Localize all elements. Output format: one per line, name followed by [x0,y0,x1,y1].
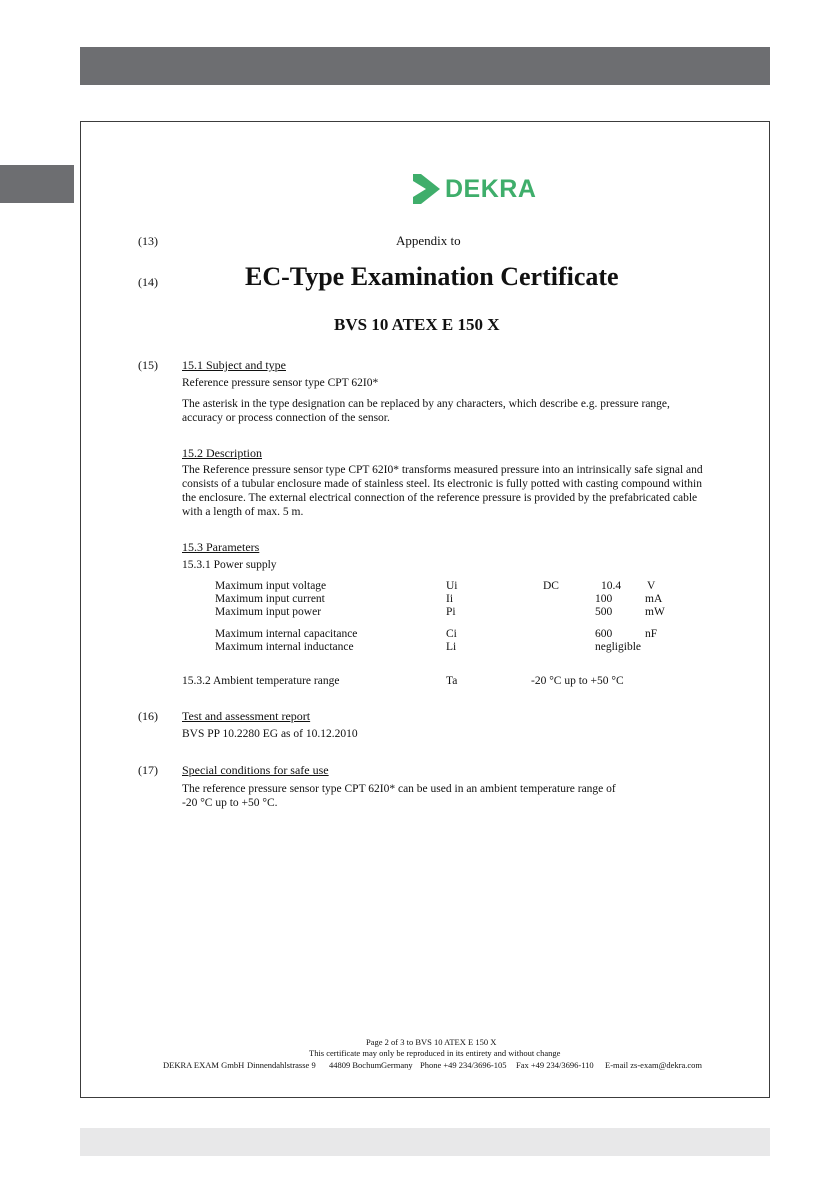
chapter-tab [0,165,74,203]
footer-fax: Fax +49 234/3696-110 [516,1060,594,1070]
section-number-15: (15) [138,358,158,372]
asterisk-note-line: accuracy or process connection of the sensor. [182,412,390,424]
special-conditions-line: The reference pressure sensor type CPT 62I0* can be used in an ambient temperature range of [182,783,616,795]
param-value: 10.4 [601,580,622,592]
param-symbol: Ii [446,593,454,605]
ambient-symbol: Ta [446,675,458,687]
param-name: Maximum input current [215,593,325,605]
ambient-temperature-label: 15.3.2 Ambient temperature range [182,675,340,687]
footer-email: E-mail zs-exam@dekra.com [605,1060,703,1070]
description-line: the enclosure. The external electrical connection of the reference pressure is provided by the prefabricated cable [182,492,698,504]
param-value: 600 [595,628,613,640]
footer-company: DEKRA EXAM GmbH [163,1060,245,1070]
param-unit: V [647,580,656,592]
footer-bar [80,1128,770,1156]
heading-special-conditions: Special conditions for safe use [182,763,329,777]
section-number-17: (17) [138,763,158,777]
asterisk-note-line: The asterisk in the type designation can be replaced by any characters, which describe e.g. pressure range, [182,398,670,410]
footer-country: Germany [381,1060,413,1070]
certificate-page [80,121,770,1098]
param-symbol: Ui [446,580,458,592]
heading-test-report: Test and assessment report [182,709,311,723]
special-conditions-line: -20 °C up to +50 °C. [182,797,278,809]
param-symbol: Li [446,641,457,653]
subject-text: Reference pressure sensor type CPT 62I0* [182,377,379,389]
param-unit: mW [645,606,665,618]
footer-page-number: Page 2 of 3 to BVS 10 ATEX E 150 X [366,1037,497,1047]
certificate-title: EC-Type Examination Certificate [245,262,619,291]
ambient-value: -20 °C up to +50 °C [531,675,624,687]
param-name: Maximum internal capacitance [215,628,358,640]
footer-city: 44809 Bochum [329,1060,382,1070]
param-symbol: Pi [446,606,456,618]
footer-street: Dinnendahlstrasse 9 [247,1060,316,1070]
param-value: negligible [595,641,641,653]
description-line: with a length of max. 5 m. [182,506,304,518]
param-value: 500 [595,606,613,618]
dekra-logo-icon [411,173,441,205]
header-bar [80,47,770,85]
heading-parameters: 15.3 Parameters [182,540,260,554]
param-unit: mA [645,593,663,605]
param-prefix: DC [543,580,559,592]
dekra-logo-text: DEKRA [445,174,537,203]
appendix-label: Appendix to [396,233,461,248]
description-line: consists of a tubular enclosure made of stainless steel. Its electronic is fully potted with casting compound within [182,478,702,490]
section-number-16: (16) [138,709,158,723]
heading-description: 15.2 Description [182,446,262,460]
section-number-14: (14) [138,275,158,289]
dekra-logo [411,171,536,207]
power-supply-label: 15.3.1 Power supply [182,559,277,571]
param-unit: nF [645,628,658,640]
footer-phone: Phone +49 234/3696-105 [420,1060,507,1070]
certificate-number: BVS 10 ATEX E 150 X [334,315,500,334]
param-name: Maximum input voltage [215,580,327,592]
param-value: 100 [595,593,613,605]
section-number-13: (13) [138,234,158,248]
heading-subject-and-type: 15.1 Subject and type [182,358,286,372]
footer-notice: This certificate may only be reproduced in its entirety and without change [309,1048,561,1058]
param-symbol: Ci [446,628,457,640]
param-name: Maximum internal inductance [215,641,354,653]
description-line: The Reference pressure sensor type CPT 62I0* transforms measured pressure into an intrinsically safe signal and [182,464,703,476]
test-report-text: BVS PP 10.2280 EG as of 10.12.2010 [182,728,358,740]
param-name: Maximum input power [215,606,322,618]
